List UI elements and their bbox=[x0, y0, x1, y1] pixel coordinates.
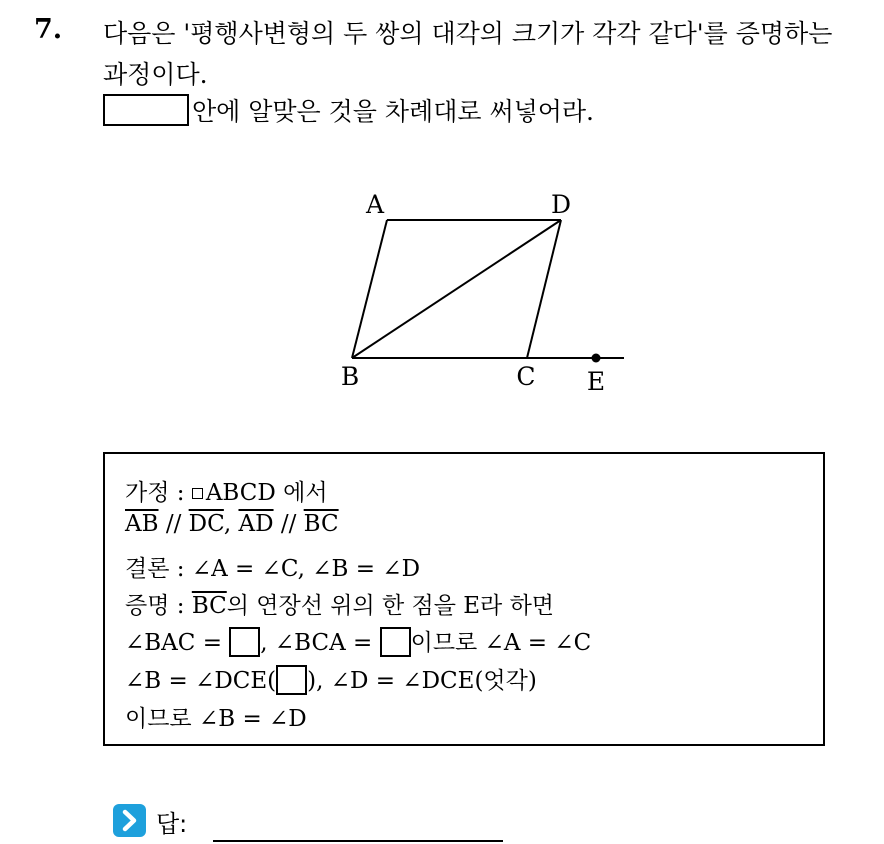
proof-conclusion bbox=[125, 550, 420, 583]
parallelogram-symbol-icon bbox=[192, 488, 203, 499]
label-b: B bbox=[340, 362, 360, 391]
step2-a: ∠B = ∠DCE( bbox=[125, 668, 277, 694]
step2-b: ), ∠D = ∠DCE(엇각) bbox=[307, 668, 537, 694]
proof-premise bbox=[125, 474, 328, 507]
proof-step2 bbox=[125, 662, 537, 695]
premise-text: ABCD 에서 bbox=[205, 480, 328, 506]
premise-label: 가정 : bbox=[125, 480, 185, 506]
seg-bc-2: $\overline{BC}$ bbox=[191, 593, 227, 619]
proof-box bbox=[103, 452, 825, 746]
answer-blank-2[interactable] bbox=[380, 627, 411, 657]
side-dc bbox=[527, 220, 561, 358]
diagonal-bd bbox=[352, 220, 561, 358]
parallel-symbol: // bbox=[165, 511, 182, 537]
proof-statement bbox=[125, 587, 554, 620]
step1-b: , ∠BCA = bbox=[260, 630, 373, 656]
step1-a: ∠BAC = bbox=[125, 630, 222, 656]
seg-ad: $\overline{AD}$ bbox=[238, 511, 274, 537]
blank-box bbox=[103, 94, 189, 126]
proof-parallel: $\overline{AB} // \overline{DC}$, $\overline{AD} // \overline{BC}$ bbox=[125, 511, 339, 537]
seg-dc: $\overline{DC}$ bbox=[188, 511, 224, 537]
question-number: 7. bbox=[34, 14, 63, 45]
answer-blank-3[interactable] bbox=[276, 665, 307, 695]
conclusion-text: ∠A = ∠C, ∠B = ∠D bbox=[191, 556, 421, 582]
parallel-symbol-2: // bbox=[280, 511, 297, 537]
answer-label: 답: bbox=[156, 810, 188, 838]
proof-step1 bbox=[125, 624, 591, 657]
seg-bc: $\overline{BC}$ bbox=[303, 511, 339, 537]
parallelogram-figure bbox=[330, 185, 640, 404]
proof-rest: 의 연장선 위의 한 점을 E라 하면 bbox=[226, 593, 555, 619]
seg-ab: $\overline{AB}$ bbox=[125, 511, 159, 537]
label-e: E bbox=[586, 367, 606, 396]
step1-c: 이므로 ∠A = ∠C bbox=[410, 630, 592, 656]
label-a: A bbox=[365, 190, 385, 219]
conclusion-label: 결론 : bbox=[125, 556, 185, 582]
arrow-right-icon bbox=[113, 804, 146, 837]
point-e bbox=[592, 354, 601, 363]
question-text-line2: 과정이다. bbox=[103, 60, 208, 89]
proof-label: 증명 : bbox=[125, 593, 185, 619]
question-text-line3-wrap bbox=[103, 92, 594, 128]
proof-final: 이므로 ∠B = ∠D bbox=[125, 706, 307, 732]
label-d: D bbox=[550, 190, 572, 219]
question-text-line1: 다음은 '평행사변형의 두 쌍의 대각의 크기가 각각 같다'를 증명하는 bbox=[103, 19, 833, 48]
answer-blank-1[interactable] bbox=[229, 627, 260, 657]
answer-input-line[interactable] bbox=[213, 840, 503, 842]
question-text-line3: 안에 알맞은 것을 차례대로 써넣어라. bbox=[192, 97, 594, 126]
label-c: C bbox=[516, 362, 536, 391]
